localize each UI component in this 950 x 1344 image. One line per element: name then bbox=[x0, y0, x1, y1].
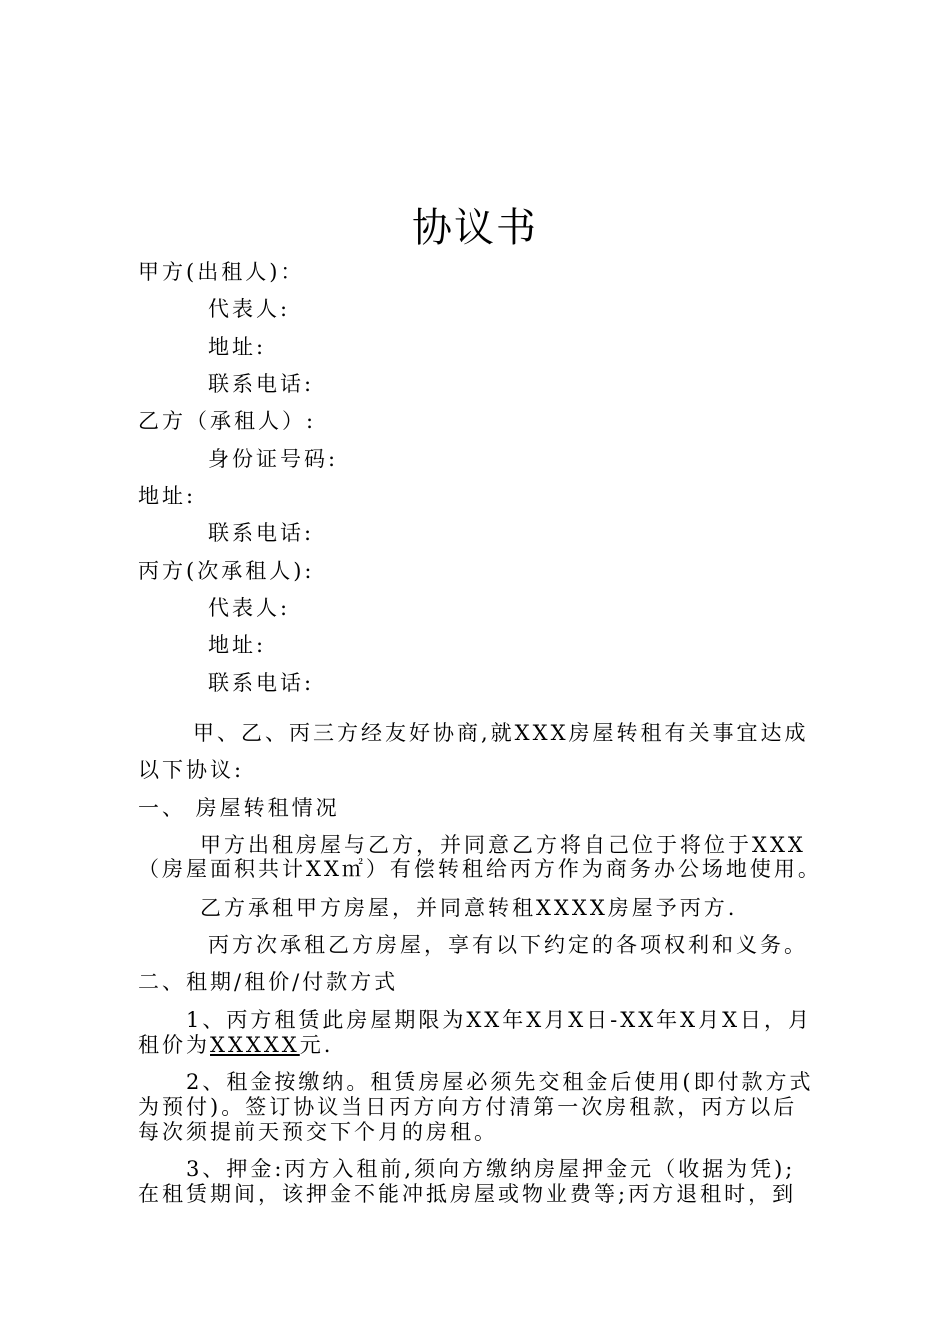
party-c-representative: 代表人: bbox=[208, 596, 291, 620]
party-a-address: 地址: bbox=[208, 335, 267, 359]
intro-line-2: 以下协议: bbox=[138, 758, 245, 782]
party-b-heading: 乙方（承租人）: bbox=[138, 409, 317, 433]
party-c-phone: 联系电话: bbox=[208, 671, 315, 695]
section-1-para-2: 乙方承租甲方房屋，并同意转租XXXX房屋予丙方. bbox=[200, 896, 738, 920]
party-b-id-number: 身份证号码: bbox=[208, 447, 339, 471]
party-c-heading: 丙方(次承租人): bbox=[138, 559, 315, 583]
intro-line-1: 甲、乙、丙三方经友好协商,就XXX房屋转租有关事宜达成 bbox=[193, 721, 809, 745]
document-title: 协议书 bbox=[412, 205, 538, 251]
party-b-address: 地址: bbox=[138, 484, 197, 508]
item-3-line-1: 3、押金:丙方入租前,须向方缴纳房屋押金元（收据为凭); bbox=[186, 1157, 796, 1181]
party-a-phone: 联系电话: bbox=[208, 372, 315, 396]
item-2-line-1: 2、租金按缴纳。租赁房屋必须先交租金后使用(即付款方式 bbox=[186, 1070, 814, 1094]
item-1-rent-amount: XXXXX bbox=[210, 1033, 300, 1057]
item-2-line-3: 每次须提前天预交下个月的房租。 bbox=[138, 1120, 498, 1144]
item-1-line-1: 1、丙方租赁此房屋期限为XX年X月X日-XX年X月X日，月 bbox=[186, 1008, 813, 1032]
section-1-para-1-line-2: （房屋面积共计XX㎡）有偿转租给丙方作为商务办公场地使用。 bbox=[138, 857, 822, 881]
item-3-line-2: 在租赁期间，该押金不能冲抵房屋或物业费等;丙方退租时，到 bbox=[138, 1182, 797, 1206]
section-1-heading: 一、 房屋转租情况 bbox=[138, 796, 340, 820]
section-2-heading: 二、租期/租价/付款方式 bbox=[138, 970, 399, 994]
item-1-suffix: 元. bbox=[299, 1033, 334, 1057]
party-b-phone: 联系电话: bbox=[208, 521, 315, 545]
item-1-prefix: 租价为 bbox=[138, 1033, 210, 1057]
section-1-para-1-line-1: 甲方出租房屋与乙方，并同意乙方将自己位于将位于XXX bbox=[200, 833, 806, 857]
item-1-line-2 bbox=[138, 1031, 333, 1059]
item-2-line-2: 为预付)。签订协议当日丙方向方付清第一次房租款，丙方以后 bbox=[138, 1095, 798, 1119]
party-a-representative: 代表人: bbox=[208, 297, 291, 321]
party-c-address: 地址: bbox=[208, 633, 267, 657]
section-1-para-3: 丙方次承租乙方房屋，享有以下约定的各项权利和义务。 bbox=[208, 933, 808, 957]
party-a-heading: 甲方(出租人)： bbox=[138, 260, 305, 284]
